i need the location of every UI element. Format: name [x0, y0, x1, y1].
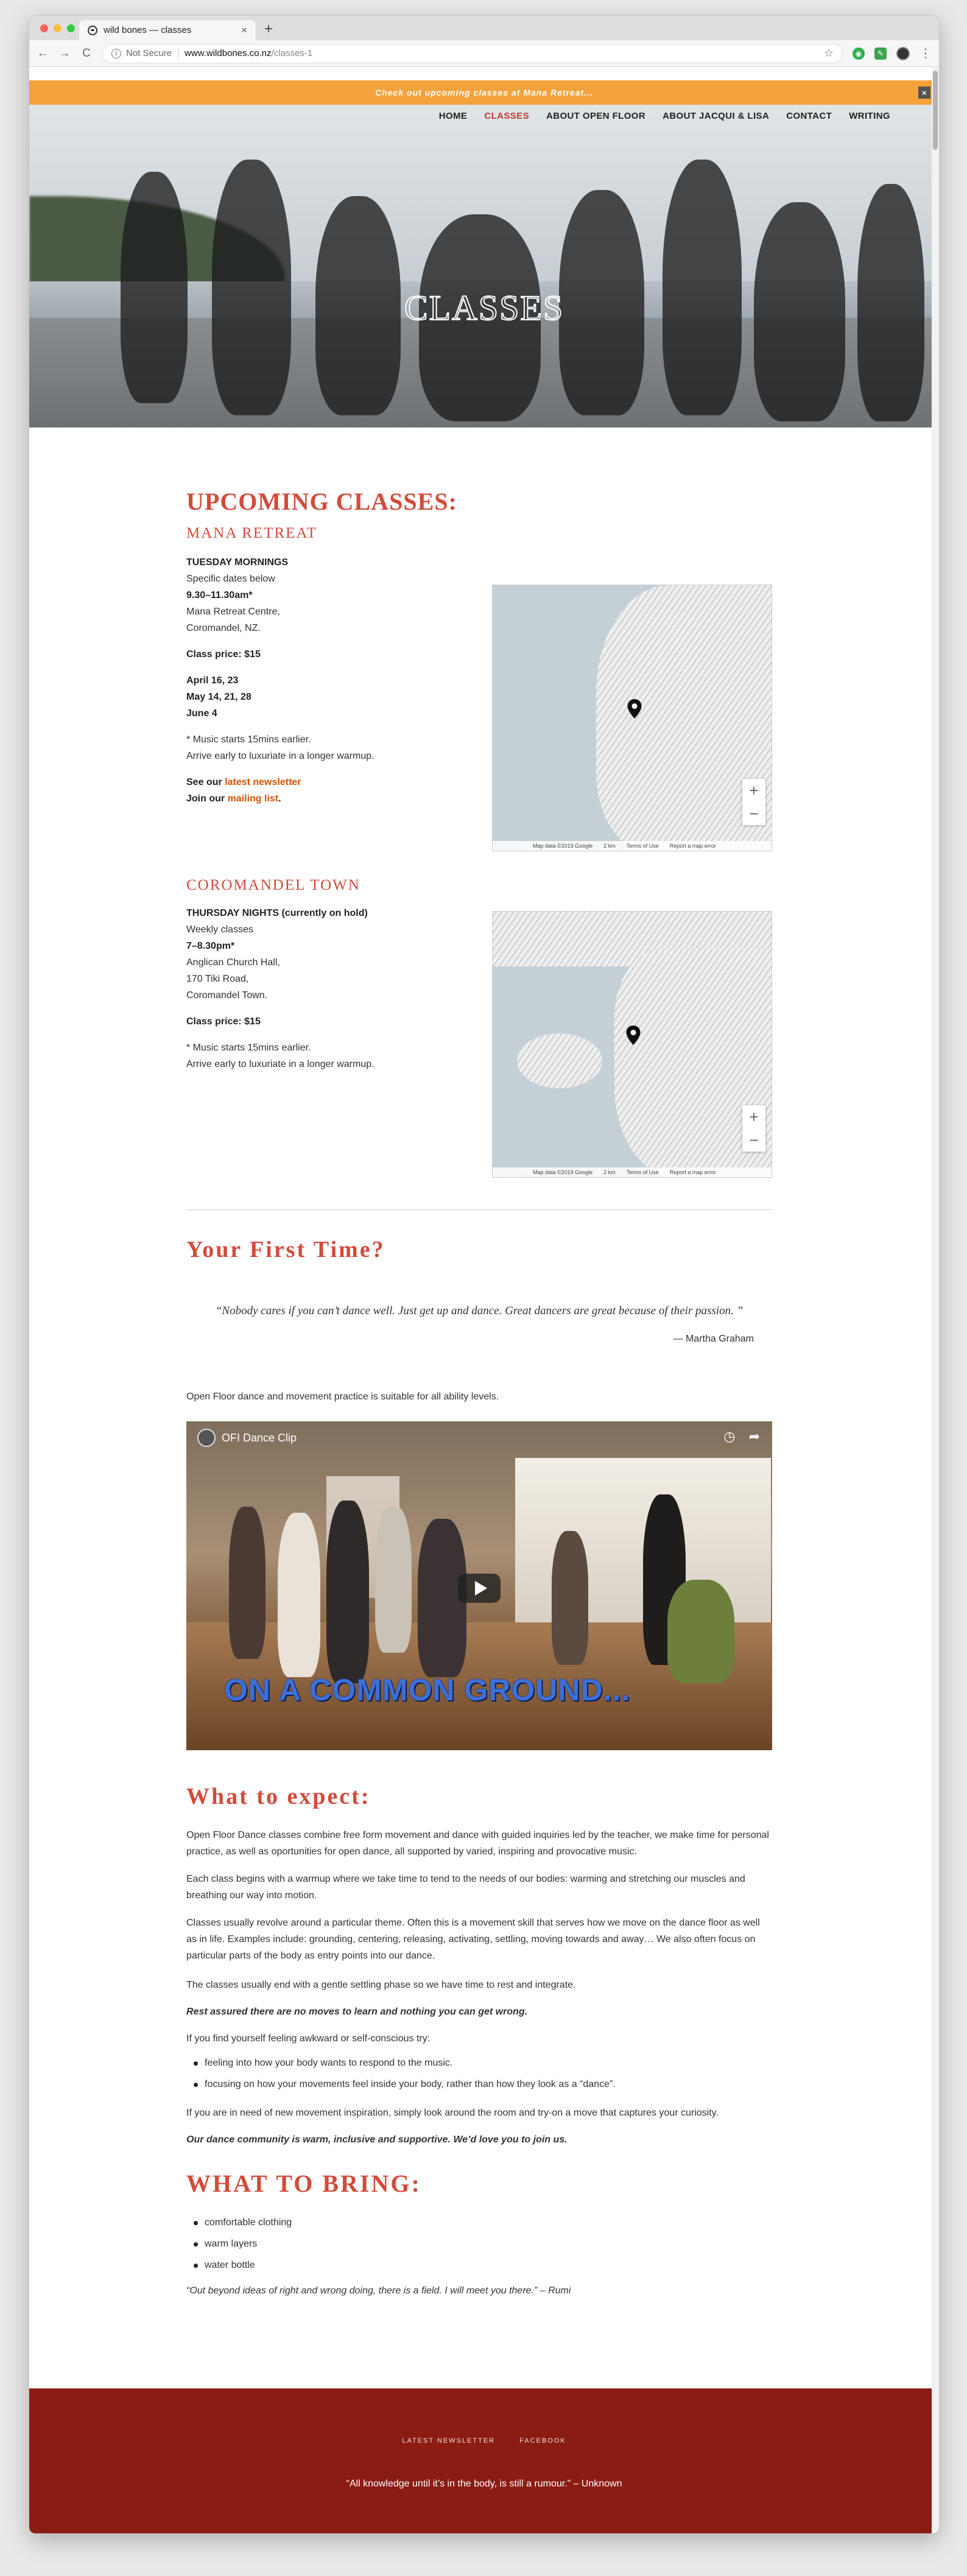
map-attribution: [493, 841, 772, 851]
tab-close-button[interactable]: ×: [241, 24, 247, 36]
bring-list: [186, 2212, 772, 2276]
nav-classes[interactable]: CLASSES: [484, 111, 529, 121]
tab-title: wild bones — classes: [104, 25, 192, 35]
first-time-intro: Open Floor dance and movement practice is suitable for all ability levels.: [186, 1392, 499, 1402]
map-pin-icon[interactable]: [625, 1025, 641, 1046]
minimize-window-button[interactable]: [54, 24, 62, 32]
window-controls: [40, 24, 75, 32]
tips-list: [186, 2052, 772, 2095]
video-play-button[interactable]: [458, 1574, 501, 1603]
share-icon[interactable]: ➦: [748, 1429, 760, 1444]
url-host: www.wildbones.co.nz: [185, 48, 272, 58]
expect-paragraph-8: Our dance community is warm, inclusive and supportive. We’d love you to join us.: [186, 2134, 568, 2145]
map-report-link[interactable]: Report a map error: [669, 1169, 716, 1175]
map-scale: 2 km: [603, 1169, 616, 1175]
site-footer: [29, 2388, 939, 2533]
expect-paragraph-1: Open Floor Dance classes combine free form movement and dance with guided inquiries led by the teacher, we make time for personal practice, as well as oportunities for open dance, all supported by varied, inspiring and provocative music.: [186, 1830, 769, 1857]
video-dancer: [278, 1513, 320, 1677]
info-icon[interactable]: i: [111, 49, 121, 58]
coromandel-time: 7–8.30pm*: [186, 941, 235, 951]
mana-dates-april: April 16, 23: [186, 675, 239, 686]
forward-button[interactable]: →: [58, 46, 71, 60]
list-item: water bottle: [186, 2254, 772, 2276]
footer-facebook-link[interactable]: FACEBOOK: [519, 2437, 566, 2444]
coromandel-frequency: Weekly classes: [186, 924, 253, 935]
coromandel-music-note: * Music starts 15mins earlier.: [186, 1043, 311, 1053]
security-label: Not Secure: [126, 48, 172, 58]
map-land: [517, 1033, 602, 1088]
list-item: warm layers: [186, 2233, 772, 2254]
mailing-list-link[interactable]: mailing list: [227, 794, 279, 804]
video-dancer: [229, 1507, 265, 1659]
footer-links: [29, 2437, 939, 2444]
tab-bar: [29, 16, 939, 40]
mana-details: [186, 554, 442, 807]
watch-later-icon[interactable]: ◷: [723, 1429, 736, 1444]
coromandel-venue-1: Anglican Church Hall,: [186, 957, 280, 968]
expect-paragraph-7: If you are in need of new movement inspiration, simply look around the room and try-on a move that captures your curiosity.: [186, 2108, 719, 2118]
nav-about-open-floor[interactable]: ABOUT OPEN FLOOR: [546, 111, 646, 121]
mailing-suffix: .: [278, 794, 281, 804]
video-dancer: [667, 1580, 734, 1683]
mana-dates-june: June 4: [186, 708, 217, 719]
new-tab-button[interactable]: +: [264, 21, 273, 37]
map-data-credit: Map data ©2019 Google: [533, 1169, 593, 1175]
announcement-bar[interactable]: [29, 80, 939, 105]
quote-author: — Martha Graham: [673, 1334, 754, 1344]
coromandel-details: [186, 905, 442, 1072]
expect-paragraph-4: The classes usually end with a gentle settling phase so we have time to rest and integrate.: [186, 1980, 576, 1990]
url-path: /classes-1: [271, 48, 313, 58]
video-dancer: [375, 1507, 412, 1653]
profile-avatar[interactable]: [896, 47, 910, 60]
map-report-link[interactable]: Report a map error: [669, 843, 716, 849]
map-terms-link[interactable]: Terms of Use: [626, 843, 659, 849]
what-to-bring-heading: WHAT TO BRING:: [186, 2170, 421, 2197]
video-title-bar[interactable]: [197, 1429, 297, 1447]
nav-home[interactable]: HOME: [438, 111, 468, 121]
mana-price: Class price: $15: [186, 649, 261, 660]
nav-writing[interactable]: WRITING: [849, 111, 890, 121]
video-dancer: [326, 1501, 369, 1683]
expect-paragraph-6: If you find yourself feeling awkward or self-conscious try:: [186, 2033, 431, 2044]
extension-evernote-icon[interactable]: ✎: [874, 48, 887, 60]
mailing-prefix: Join our: [186, 794, 228, 804]
channel-avatar[interactable]: [197, 1429, 216, 1447]
coromandel-price: Class price: $15: [186, 1016, 261, 1027]
map-zoom-out-button[interactable]: −: [749, 804, 759, 823]
video-actions: [723, 1429, 760, 1445]
newsletter-prefix: See our: [186, 777, 225, 787]
list-item: comfortable clothing: [186, 2212, 772, 2233]
map-zoom-control: [742, 1105, 765, 1152]
page-title: CLASSES: [404, 288, 564, 328]
announcement-close-button[interactable]: ×: [918, 86, 930, 99]
reload-button[interactable]: C: [82, 46, 91, 60]
section-divider: [186, 1209, 772, 1210]
mana-dates-note: Specific dates below: [186, 574, 275, 584]
first-time-heading: Your First Time?: [186, 1237, 385, 1262]
video-player[interactable]: [186, 1421, 772, 1750]
expect-paragraph-3: Classes usually revolve around a particular theme. Often this is a movement skill that serves how we move on the dance floor as well as in life. Examples include: grounding, centering, releasing, activating, settling, moving towards and away… We also often focus on particular parts of the body as entry points into our dance.: [186, 1918, 760, 1961]
close-window-button[interactable]: [40, 24, 48, 32]
map-zoom-out-button[interactable]: −: [749, 1130, 759, 1149]
latest-newsletter-link[interactable]: latest newsletter: [225, 777, 301, 787]
expect-paragraph-5: Rest assured there are no moves to learn and nothing you can get wrong.: [186, 2007, 528, 2017]
coromandel-heading: COROMANDEL TOWN: [186, 877, 360, 893]
map-data-credit: Map data ©2019 Google: [533, 843, 593, 849]
list-item: focusing on how your movements feel inside your body, rather than how they look as a “dance”.: [186, 2074, 772, 2095]
nav-contact[interactable]: CONTACT: [786, 111, 832, 121]
map-attribution: [493, 1167, 772, 1177]
browser-toolbar: [29, 40, 939, 67]
mana-retreat-map[interactable]: [492, 585, 772, 851]
browser-tab[interactable]: [79, 20, 256, 40]
map-pin-icon[interactable]: [627, 699, 642, 719]
browser-menu-icon[interactable]: ⋮: [920, 47, 932, 60]
favicon-icon: [88, 26, 97, 35]
back-button[interactable]: ←: [37, 46, 49, 60]
nav-about-jacqui-lisa[interactable]: ABOUT JACQUI & LISA: [663, 111, 770, 121]
mana-music-note: * Music starts 15mins earlier.: [186, 734, 311, 745]
mana-retreat-heading: MANA RETREAT: [186, 525, 317, 541]
what-to-expect-heading: What to expect:: [186, 1784, 371, 1809]
mana-venue-2: Coromandel, NZ.: [186, 623, 261, 633]
main-navigation: [439, 111, 890, 121]
video-caption: ON A COMMON GROUND...: [224, 1673, 631, 1707]
footer-newsletter-link[interactable]: LATEST NEWSLETTER: [402, 2437, 496, 2444]
announcement-text[interactable]: Check out upcoming classes at Mana Retreat...: [375, 88, 593, 97]
map-scale: 2 km: [603, 843, 616, 849]
web-page: [29, 67, 939, 2533]
browser-window: [29, 16, 939, 2533]
map-zoom-control: [742, 779, 765, 825]
map-land: [633, 610, 706, 683]
footer-quote: “All knowledge until it’s in the body, is still a rumour.” – Unknown: [346, 2479, 622, 2489]
mana-venue-1: Mana Retreat Centre,: [186, 607, 280, 617]
video-title[interactable]: OFI Dance Clip: [222, 1431, 297, 1444]
extension-icon[interactable]: ◉: [853, 48, 865, 60]
map-zoom-in-button[interactable]: +: [749, 781, 759, 800]
map-terms-link[interactable]: Terms of Use: [626, 1169, 659, 1175]
martha-graham-quote: “Nobody cares if you can’t dance well. Just get up and dance. Great dancers are great because of their passion. ”: [215, 1304, 744, 1317]
map-zoom-in-button[interactable]: +: [749, 1107, 759, 1126]
coromandel-day: THURSDAY NIGHTS (currently on hold): [186, 908, 368, 918]
mana-warmup-note: Arrive early to luxuriate in a longer warmup.: [186, 751, 374, 761]
mana-time: 9.30–11.30am*: [186, 590, 253, 600]
upcoming-heading: UPCOMING CLASSES:: [186, 488, 457, 515]
maximize-window-button[interactable]: [67, 24, 75, 32]
coromandel-town-map[interactable]: [492, 911, 772, 1178]
rumi-quote: “Out beyond ideas of right and wrong doing, there is a field. I will meet you there.” – Rumi: [186, 2286, 571, 2296]
coromandel-warmup-note: Arrive early to luxuriate in a longer warmup.: [186, 1059, 374, 1069]
video-dancer: [552, 1531, 588, 1665]
coromandel-venue-3: Coromandel Town.: [186, 990, 268, 1001]
hero-banner: [29, 105, 939, 428]
coromandel-venue-2: 170 Tiki Road,: [186, 974, 249, 984]
mana-day: TUESDAY MORNINGS: [186, 557, 289, 568]
scrollbar-thumb[interactable]: [933, 71, 938, 150]
mana-dates-may: May 14, 21, 28: [186, 692, 251, 702]
expect-paragraph-2: Each class begins with a warmup where we take time to tend to the needs of our bodies: warming and stretching our muscles and breathing our way into motion.: [186, 1874, 745, 1901]
page-scrollbar[interactable]: [932, 67, 939, 2533]
list-item: feeling into how your body wants to respond to the music.: [186, 2052, 772, 2074]
bookmark-star-icon[interactable]: ☆: [823, 47, 834, 59]
address-bar[interactable]: [102, 44, 843, 63]
